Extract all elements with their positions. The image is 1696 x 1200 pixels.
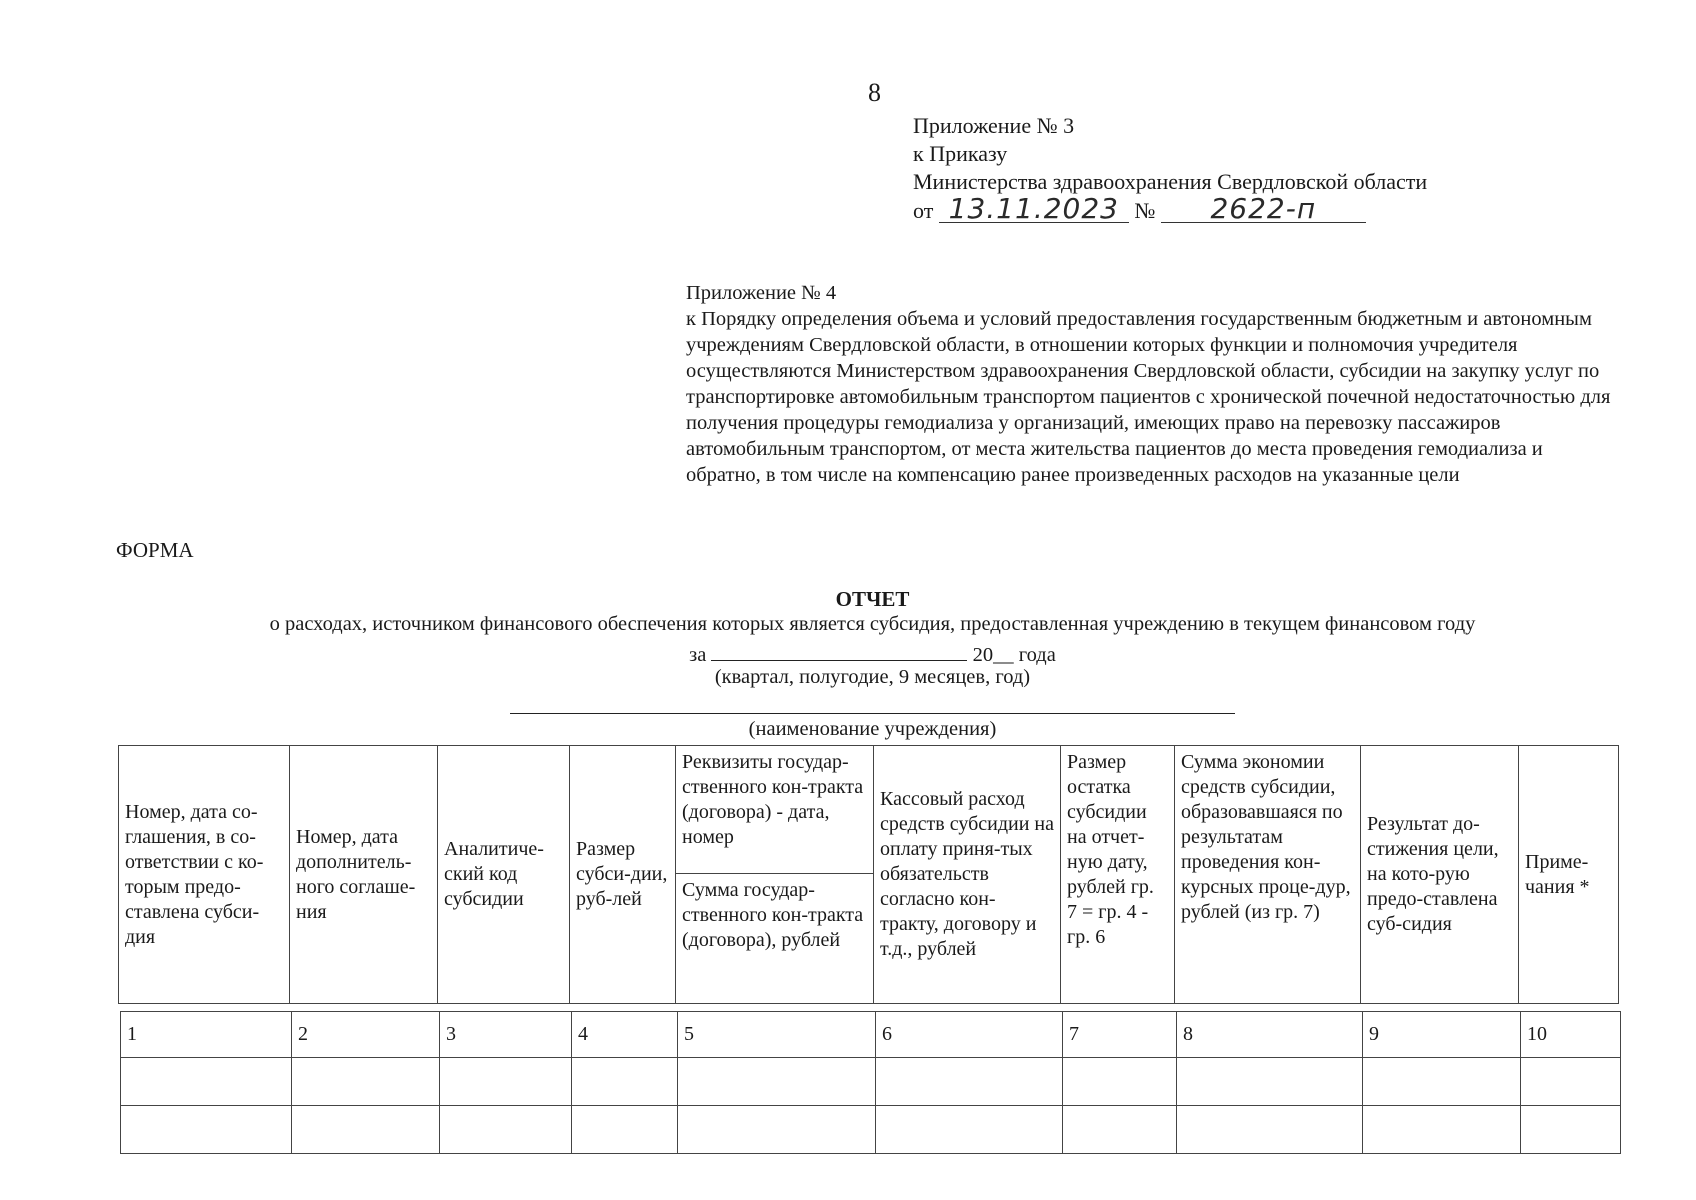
header-col-2: Номер, дата дополнитель-ного соглаше-ния (290, 746, 438, 1004)
report-title: ОТЧЕТ (835, 587, 910, 611)
table-cell (1177, 1058, 1363, 1106)
table-cell (292, 1106, 440, 1154)
table-cell (440, 1058, 572, 1106)
report-header-table (118, 745, 1619, 1004)
header-col-6: Кассовый расход средств субсидии на оплату приня-тых обязательств согласно кон-тракту, договору и т.д., рублей (874, 746, 1061, 1004)
table-cell (1063, 1058, 1177, 1106)
period-hint: (квартал, полугодие, 9 месяцев, год) (714, 666, 1031, 688)
table-cell (1363, 1058, 1521, 1106)
table-row (121, 1106, 1621, 1154)
table-cell (1521, 1106, 1621, 1154)
table-cell (121, 1058, 292, 1106)
column-number-7: 7 (1063, 1012, 1177, 1058)
appendix4-text: к Порядку определения объема и условий предоставления государственным бюджетным и автономным учреждениям Свердловской области, в отношении которых функции и полномочия учредителя осуществляются Министерством здравоохранения Свердловской области, субсидии на закупку услуг по транспортировке автомобильным транспортом пациентов с хронической почечной недостаточностью для получения процедуры гемодиализа у организаций, имеющих право на перевозку пассажиров автомобильным транспортом, от места жительства пациентов до места проведения гемодиализа и обратно, в том числе на компенсацию ранее произведенных расходов на указанные цели (686, 308, 1611, 486)
table-cell (1363, 1106, 1521, 1154)
table-cell (876, 1058, 1063, 1106)
table-cell (572, 1058, 678, 1106)
table-cell (1177, 1106, 1363, 1154)
header-col-3: Аналитиче-ский код субсидии (438, 746, 570, 1004)
institution-blank-line (510, 713, 1235, 714)
table-cell (572, 1106, 678, 1154)
column-number-8: 8 (1177, 1012, 1363, 1058)
handwritten-number: 2622-п (1161, 196, 1366, 223)
report-period-line (0, 640, 1696, 667)
table-cell (678, 1058, 876, 1106)
report-data-table (120, 1011, 1621, 1154)
header-col-5-top: Реквизиты государ-ственного кон-тракта (договора) - дата, номер (676, 746, 874, 874)
column-numbers-row (121, 1012, 1621, 1058)
institution-hint: (наименование учреждения) (748, 718, 997, 740)
from-label: от (913, 198, 934, 223)
table-cell (440, 1106, 572, 1154)
header-col-4: Размер субси-дии, руб-лей (570, 746, 676, 1004)
period-blank (711, 640, 967, 661)
appendix3-line2: к Приказу (913, 141, 1008, 166)
period-prefix: за (689, 644, 707, 666)
form-label: ФОРМА (116, 538, 194, 562)
appendix3-line1: Приложение № 3 (913, 113, 1075, 138)
header-col-5-bottom: Сумма государ-ственного кон-тракта (договора), рублей (676, 874, 874, 1004)
table-cell (292, 1058, 440, 1106)
column-number-6: 6 (876, 1012, 1063, 1058)
column-number-10: 10 (1521, 1012, 1621, 1058)
header-col-7: Размер остатка субсидии на отчет-ную дату, рублей гр. 7 = гр. 4 - гр. 6 (1061, 746, 1175, 1004)
report-subtitle: о расходах, источником финансового обеспечения которых является субсидия, предоставленная учреждению в текущем финансовом году (269, 613, 1476, 635)
header-col-8: Сумма экономии средств субсидии, образовавшаяся по результатам проведения кон-курсных проце-дур, рублей (из гр. 7) (1175, 746, 1361, 1004)
table-cell (1521, 1058, 1621, 1106)
table-cell (121, 1106, 292, 1154)
column-number-2: 2 (292, 1012, 440, 1058)
column-number-9: 9 (1363, 1012, 1521, 1058)
table-cell (876, 1106, 1063, 1154)
handwritten-date: 13.11.2023 (939, 196, 1129, 223)
number-label: № (1134, 198, 1156, 223)
header-col-10: Приме-чания * (1519, 746, 1619, 1004)
column-number-5: 5 (678, 1012, 876, 1058)
column-number-3: 3 (440, 1012, 572, 1058)
table-row (121, 1058, 1621, 1106)
appendix4-title: Приложение № 4 (686, 282, 837, 304)
column-number-4: 4 (572, 1012, 678, 1058)
table-cell (678, 1106, 876, 1154)
header-col-9: Результат до-стижения цели, на кото-рую предо-ставлена суб-сидия (1361, 746, 1519, 1004)
page-number: 8 (868, 78, 881, 107)
appendix3-line3: Министерства здравоохранения Свердловской области (913, 169, 1428, 194)
column-number-1: 1 (121, 1012, 292, 1058)
header-col-1: Номер, дата со-глашения, в со-ответствии с ко-торым предо-ставлена субси-дия (119, 746, 290, 1004)
appendix3-date-line (913, 192, 1427, 225)
appendix3-block (913, 112, 1427, 225)
appendix4-block (686, 280, 1621, 488)
period-year: 20__ года (972, 644, 1056, 666)
table-cell (1063, 1106, 1177, 1154)
